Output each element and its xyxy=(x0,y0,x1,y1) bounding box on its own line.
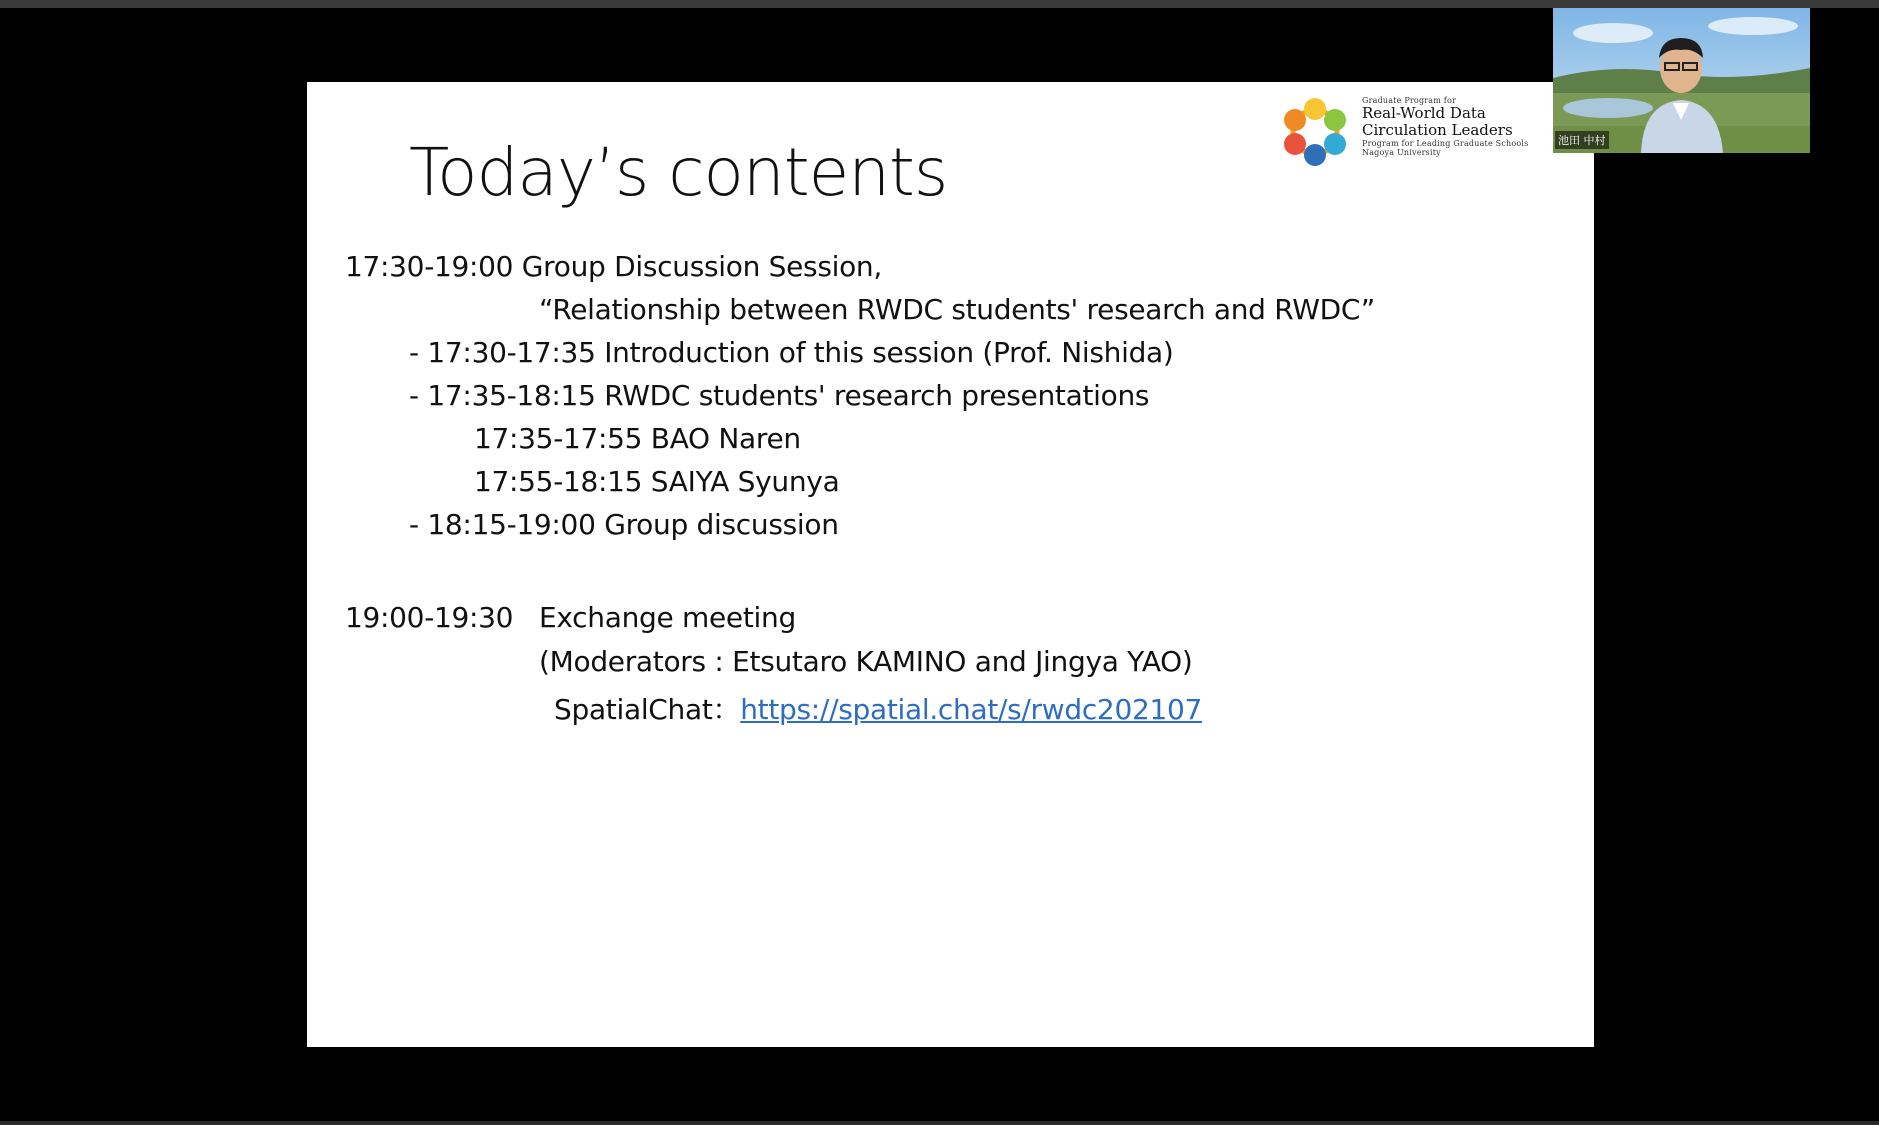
logo-caption-program: Program for Leading Graduate Schools xyxy=(1362,139,1529,148)
logo-caption-top: Graduate Program for xyxy=(1362,96,1456,105)
agenda-line: - 18:15-19:00 Group discussion xyxy=(409,508,839,541)
agenda-line-spatialchat xyxy=(554,688,1202,728)
slide-title: Today’s contents xyxy=(409,134,948,211)
participant-video-thumbnail[interactable] xyxy=(1553,8,1810,153)
agenda-line: (Moderators : Etsutaro KAMINO and Jingya YAO) xyxy=(539,645,1193,678)
agenda-line: - 17:35-18:15 RWDC students' research presentations xyxy=(409,379,1150,412)
agenda-line: 19:00-19:30 xyxy=(345,601,514,634)
participant-name-tag: 池田 中村 xyxy=(1555,131,1609,149)
spatialchat-link[interactable]: https://spatial.chat/s/rwdc202107 xyxy=(740,693,1203,726)
window-top-bar xyxy=(0,0,1879,8)
logo-name-line1: Real-World Data xyxy=(1362,104,1486,122)
agenda-line: - 17:30-17:35 Introduction of this session (Prof. Nishida) xyxy=(409,336,1174,369)
program-logo xyxy=(1276,90,1594,175)
agenda-line: 17:35-17:55 BAO Naren xyxy=(474,422,801,455)
agenda-line: 17:55-18:15 SAIYA Syunya xyxy=(474,465,840,498)
shared-slide xyxy=(307,82,1594,1047)
logo-name-line2: Circulation Leaders xyxy=(1362,121,1513,139)
logo-flower-icon xyxy=(1276,92,1354,172)
agenda-line: Exchange meeting xyxy=(539,601,796,634)
agenda-line: 17:30-19:00 Group Discussion Session, xyxy=(345,250,882,283)
agenda-line: “Relationship between RWDC students' research and RWDC” xyxy=(539,293,1375,326)
spatialchat-label: SpatialChat： xyxy=(554,693,741,726)
window-bottom-bar xyxy=(0,1121,1879,1125)
logo-caption-university: Nagoya University xyxy=(1362,148,1441,157)
